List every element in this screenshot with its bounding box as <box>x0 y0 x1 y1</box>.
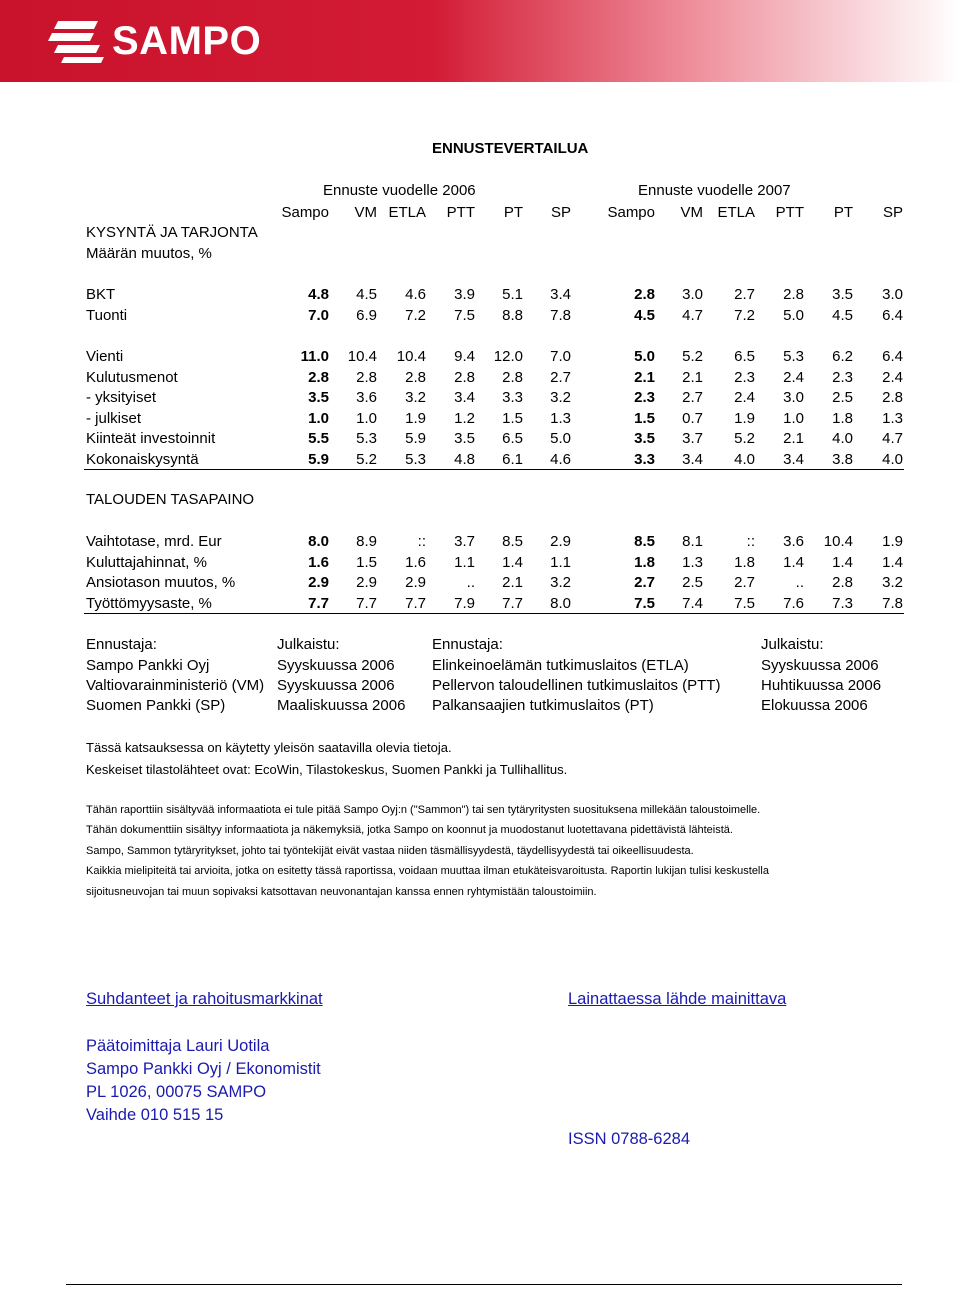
footer-citation-note: Lainattaessa lähde mainittava <box>568 990 787 1008</box>
table-cell: .. <box>795 574 804 591</box>
sources-cell: Suomen Pankki (SP) <box>86 697 226 714</box>
sources-cell: Elinkeinoelämän tutkimuslaitos (ETLA) <box>432 657 689 674</box>
table-cell: 9.4 <box>454 348 475 365</box>
table-cell: 6.9 <box>356 307 377 324</box>
table-cell: 6.4 <box>882 307 903 324</box>
table-cell: 2.3 <box>832 369 853 386</box>
row-label: - julkiset <box>86 410 142 427</box>
table-cell: 4.5 <box>634 307 655 324</box>
table-cell: 2.5 <box>832 389 853 406</box>
table-cell: 3.5 <box>634 430 655 447</box>
table-cell: 1.4 <box>783 554 804 571</box>
table-cell: 8.0 <box>550 595 571 612</box>
table-cell: 5.3 <box>356 430 377 447</box>
table-cell: 3.6 <box>356 389 377 406</box>
table-cell: 3.7 <box>454 533 475 550</box>
table-cell: 7.8 <box>882 595 903 612</box>
table-cell: 3.4 <box>783 451 804 468</box>
footer-publication-title: Suhdanteet ja rahoitusmarkkinat <box>86 990 323 1008</box>
table-cell: 7.3 <box>832 595 853 612</box>
table-cell: 7.5 <box>634 595 655 612</box>
group-header-2007: Ennuste vuodelle 2007 <box>638 182 791 199</box>
table-cell: 5.0 <box>783 307 804 324</box>
table-cell: 1.8 <box>734 554 755 571</box>
row-label: Kuluttajahinnat, % <box>86 554 207 571</box>
table-cell: 8.1 <box>682 533 703 550</box>
column-header: SP <box>882 204 903 221</box>
page-title: ENNUSTEVERTAILUA <box>432 140 589 157</box>
table-cell: 1.0 <box>308 410 329 427</box>
table-cell: 1.1 <box>454 554 475 571</box>
disclaimer-line: sijoitusneuvojan tai muun sopivaksi katsottavan neuvonantajan kanssa ennen ryhtymistään taloustoimiin. <box>86 886 597 898</box>
sources-cell: Palkansaajien tutkimuslaitos (PT) <box>432 697 654 714</box>
table-cell: 2.8 <box>882 389 903 406</box>
column-header: PT <box>503 204 523 221</box>
table-cell: 2.1 <box>783 430 804 447</box>
table-cell: 7.5 <box>454 307 475 324</box>
column-header: VM <box>680 204 703 221</box>
table-cell: 2.4 <box>783 369 804 386</box>
table-cell: 3.2 <box>550 389 571 406</box>
footer-contact-line: Vaihde 010 515 15 <box>86 1106 224 1124</box>
row-label: Vienti <box>86 348 124 365</box>
table-cell: 8.8 <box>502 307 523 324</box>
table-cell: 5.5 <box>308 430 329 447</box>
note-line: Tässä katsauksessa on käytetty yleisön saatavilla olevia tietoja. <box>86 740 452 755</box>
table-cell: 4.0 <box>734 451 755 468</box>
table-cell: 5.1 <box>502 286 523 303</box>
column-header: PTT <box>775 204 804 221</box>
table-cell: 2.8 <box>356 369 377 386</box>
sources-cell: Pellervon taloudellinen tutkimuslaitos (PTT) <box>432 677 721 694</box>
table-cell: 2.8 <box>634 286 655 303</box>
column-header: ETLA <box>717 204 755 221</box>
table-cell: 1.8 <box>634 554 655 571</box>
sources-cell: Syyskuussa 2006 <box>761 657 879 674</box>
table-cell: 2.9 <box>550 533 571 550</box>
table-cell: 2.9 <box>356 574 377 591</box>
table-cell: 2.5 <box>682 574 703 591</box>
table-cell: 5.0 <box>634 348 655 365</box>
footer-contact-line: PL 1026, 00075 SAMPO <box>86 1083 267 1101</box>
row-label: Kulutusmenot <box>86 369 178 386</box>
table-cell: 4.5 <box>356 286 377 303</box>
bottom-divider <box>66 1284 902 1285</box>
table-cell: 3.4 <box>550 286 571 303</box>
table-cell: 2.8 <box>454 369 475 386</box>
table-cell: 4.6 <box>550 451 571 468</box>
table-cell: 3.8 <box>832 451 853 468</box>
table-cell: 1.6 <box>405 554 426 571</box>
table-cell: 7.9 <box>454 595 475 612</box>
table-cell: 3.4 <box>454 389 475 406</box>
table-cell: 4.6 <box>405 286 426 303</box>
table-cell: 10.4 <box>396 348 426 365</box>
section-title-balance: TALOUDEN TASAPAINO <box>86 491 255 508</box>
table-cell: 1.9 <box>882 533 903 550</box>
table-cell: 2.7 <box>734 286 755 303</box>
table-cell: 1.4 <box>832 554 853 571</box>
row-label: Kiinteät investoinnit <box>86 430 216 447</box>
table-cell: 2.1 <box>634 369 655 386</box>
table-cell: 1.9 <box>405 410 426 427</box>
footer-contact-line: Sampo Pankki Oyj / Ekonomistit <box>86 1060 321 1078</box>
table-cell: 2.7 <box>550 369 571 386</box>
row-label: - yksityiset <box>86 389 157 406</box>
table-cell: 3.3 <box>634 451 655 468</box>
table-cell: 7.2 <box>734 307 755 324</box>
table-cell: 6.1 <box>502 451 523 468</box>
table-cell: 5.2 <box>356 451 377 468</box>
sources-cell: Maaliskuussa 2006 <box>277 697 406 714</box>
table-cell: 6.5 <box>734 348 755 365</box>
row-label: Kokonaiskysyntä <box>86 451 199 468</box>
table-cell: 7.6 <box>783 595 804 612</box>
row-label: Vaihtotase, mrd. Eur <box>86 533 222 550</box>
table-cell: 3.9 <box>454 286 475 303</box>
table-cell: 3.6 <box>783 533 804 550</box>
table-rule-balance <box>84 613 904 614</box>
table-cell: 4.0 <box>882 451 903 468</box>
table-cell: 7.0 <box>550 348 571 365</box>
table-cell: 2.9 <box>308 574 329 591</box>
table-cell: 3.0 <box>882 286 903 303</box>
sources-header: Julkaistu: <box>761 636 824 653</box>
table-cell: 7.7 <box>405 595 426 612</box>
table-cell: 7.7 <box>356 595 377 612</box>
table-cell: 2.3 <box>734 369 755 386</box>
table-cell: 8.5 <box>634 533 655 550</box>
table-cell: 1.4 <box>882 554 903 571</box>
table-cell: 0.7 <box>682 410 703 427</box>
table-cell: :: <box>417 533 426 550</box>
table-cell: 4.8 <box>454 451 475 468</box>
table-cell: 8.5 <box>502 533 523 550</box>
table-cell: 7.2 <box>405 307 426 324</box>
table-cell: 3.2 <box>550 574 571 591</box>
sampo-logo-icon <box>48 19 106 63</box>
footer-contact-line: Päätoimittaja Lauri Uotila <box>86 1037 270 1055</box>
table-cell: 5.2 <box>682 348 703 365</box>
disclaimer-line: Tähän raporttiin sisältyvää informaatiota ei tule pitää Sampo Oyj:n ("Sammon") tai sen tytäryritysten suosituksena millekään taloustoimelle. <box>86 804 761 816</box>
row-label: Ansiotason muutos, % <box>86 574 236 591</box>
sources-header: Ennustaja: <box>86 636 157 653</box>
table-cell: .. <box>466 574 475 591</box>
table-cell: 6.5 <box>502 430 523 447</box>
table-cell: 3.0 <box>682 286 703 303</box>
table-cell: 6.4 <box>882 348 903 365</box>
column-header: Sampo <box>281 204 329 221</box>
table-cell: 10.4 <box>823 533 853 550</box>
column-header: PTT <box>446 204 475 221</box>
table-cell: 7.4 <box>682 595 703 612</box>
table-cell: 1.6 <box>308 554 329 571</box>
table-cell: 2.1 <box>502 574 523 591</box>
row-label: Tuonti <box>86 307 128 324</box>
table-cell: 3.2 <box>882 574 903 591</box>
table-cell: 3.0 <box>783 389 804 406</box>
table-cell: 4.7 <box>882 430 903 447</box>
table-cell: 4.5 <box>832 307 853 324</box>
table-cell: 5.2 <box>734 430 755 447</box>
table-cell: 2.3 <box>634 389 655 406</box>
table-cell: 5.3 <box>405 451 426 468</box>
table-cell: 1.2 <box>454 410 475 427</box>
table-cell: 5.9 <box>405 430 426 447</box>
table-cell: 2.9 <box>405 574 426 591</box>
issn: ISSN 0788-6284 <box>568 1130 691 1148</box>
table-cell: 2.8 <box>783 286 804 303</box>
table-cell: 8.9 <box>356 533 377 550</box>
table-cell: 2.4 <box>734 389 755 406</box>
table-cell: 2.7 <box>734 574 755 591</box>
table-cell: 1.0 <box>356 410 377 427</box>
table-cell: 1.8 <box>832 410 853 427</box>
disclaimer-line: Tähän dokumenttiin sisältyy informaatiota ja näkemyksiä, jotka Sampo on koonnut ja muodostanut luotettavana pidettävistä lähteistä. <box>86 824 733 836</box>
sources-cell: Valtiovarainministeriö (VM) <box>86 677 265 694</box>
table-cell: 2.1 <box>682 369 703 386</box>
table-cell: 2.7 <box>634 574 655 591</box>
table-cell: 3.5 <box>454 430 475 447</box>
table-cell: 1.1 <box>550 554 571 571</box>
table-cell: 5.3 <box>783 348 804 365</box>
table-cell: 1.5 <box>356 554 377 571</box>
table-cell: 1.4 <box>502 554 523 571</box>
sampo-logo <box>48 14 261 68</box>
sources-cell: Syyskuussa 2006 <box>277 657 395 674</box>
table-cell: 3.5 <box>308 389 329 406</box>
section-title-demand: KYSYNTÄ JA TARJONTA <box>86 224 258 241</box>
table-rule-demand <box>84 469 904 470</box>
section-subtitle-demand: Määrän muutos, % <box>86 245 212 262</box>
table-cell: 7.5 <box>734 595 755 612</box>
column-header: Sampo <box>607 204 655 221</box>
table-cell: 7.7 <box>308 595 329 612</box>
table-cell: 3.2 <box>405 389 426 406</box>
table-cell: 6.2 <box>832 348 853 365</box>
table-cell: 1.3 <box>882 410 903 427</box>
table-cell: 7.8 <box>550 307 571 324</box>
column-header: PT <box>833 204 853 221</box>
table-cell: 3.7 <box>682 430 703 447</box>
table-cell: 10.4 <box>347 348 377 365</box>
disclaimer-line: Kaikkia mielipiteitä tai arvioita, jotka on esitetty tässä raportissa, voidaan muuttaa ilman etukäteisvaroitusta. Raportin lukijan tulisi keskustella <box>86 865 769 877</box>
table-cell: 3.3 <box>502 389 523 406</box>
table-cell: 2.4 <box>882 369 903 386</box>
table-cell: 7.7 <box>502 595 523 612</box>
sources-cell: Elokuussa 2006 <box>761 697 868 714</box>
sources-cell: Sampo Pankki Oyj <box>86 657 210 674</box>
table-cell: 2.7 <box>682 389 703 406</box>
table-cell: 1.5 <box>502 410 523 427</box>
brand-name: SAMPO <box>112 18 262 63</box>
row-label: BKT <box>86 286 116 303</box>
table-cell: 4.7 <box>682 307 703 324</box>
table-cell: 5.0 <box>550 430 571 447</box>
table-cell: :: <box>746 533 755 550</box>
table-cell: 1.0 <box>783 410 804 427</box>
column-header: SP <box>550 204 571 221</box>
table-cell: 5.9 <box>308 451 329 468</box>
note-line: Keskeiset tilastolähteet ovat: EcoWin, Tilastokeskus, Suomen Pankki ja Tullihallitus. <box>86 762 568 777</box>
table-cell: 11.0 <box>300 348 329 365</box>
table-cell: 3.5 <box>832 286 853 303</box>
sources-cell: Syyskuussa 2006 <box>277 677 395 694</box>
sources-cell: Huhtikuussa 2006 <box>761 677 882 694</box>
table-cell: 3.4 <box>682 451 703 468</box>
column-header: VM <box>354 204 377 221</box>
table-cell: 1.3 <box>550 410 571 427</box>
sources-header: Julkaistu: <box>277 636 340 653</box>
table-cell: 1.5 <box>634 410 655 427</box>
table-cell: 1.9 <box>734 410 755 427</box>
table-cell: 8.0 <box>308 533 329 550</box>
table-cell: 4.0 <box>832 430 853 447</box>
table-cell: 7.0 <box>308 307 329 324</box>
table-cell: 2.8 <box>308 369 329 386</box>
table-cell: 2.8 <box>832 574 853 591</box>
group-header-2006: Ennuste vuodelle 2006 <box>323 182 476 199</box>
table-cell: 2.8 <box>502 369 523 386</box>
table-cell: 1.3 <box>682 554 703 571</box>
column-header: ETLA <box>388 204 426 221</box>
table-cell: 4.8 <box>308 286 329 303</box>
sources-header: Ennustaja: <box>432 636 503 653</box>
row-label: Työttömyysaste, % <box>86 595 212 612</box>
table-cell: 12.0 <box>493 348 523 365</box>
disclaimer-line: Sampo, Sammon tytäryritykset, johto tai työntekijät eivät vastaa niiden täsmällisyydestä, täydellisyydestä tai oikeellisuudesta. <box>86 845 694 857</box>
table-cell: 2.8 <box>405 369 426 386</box>
